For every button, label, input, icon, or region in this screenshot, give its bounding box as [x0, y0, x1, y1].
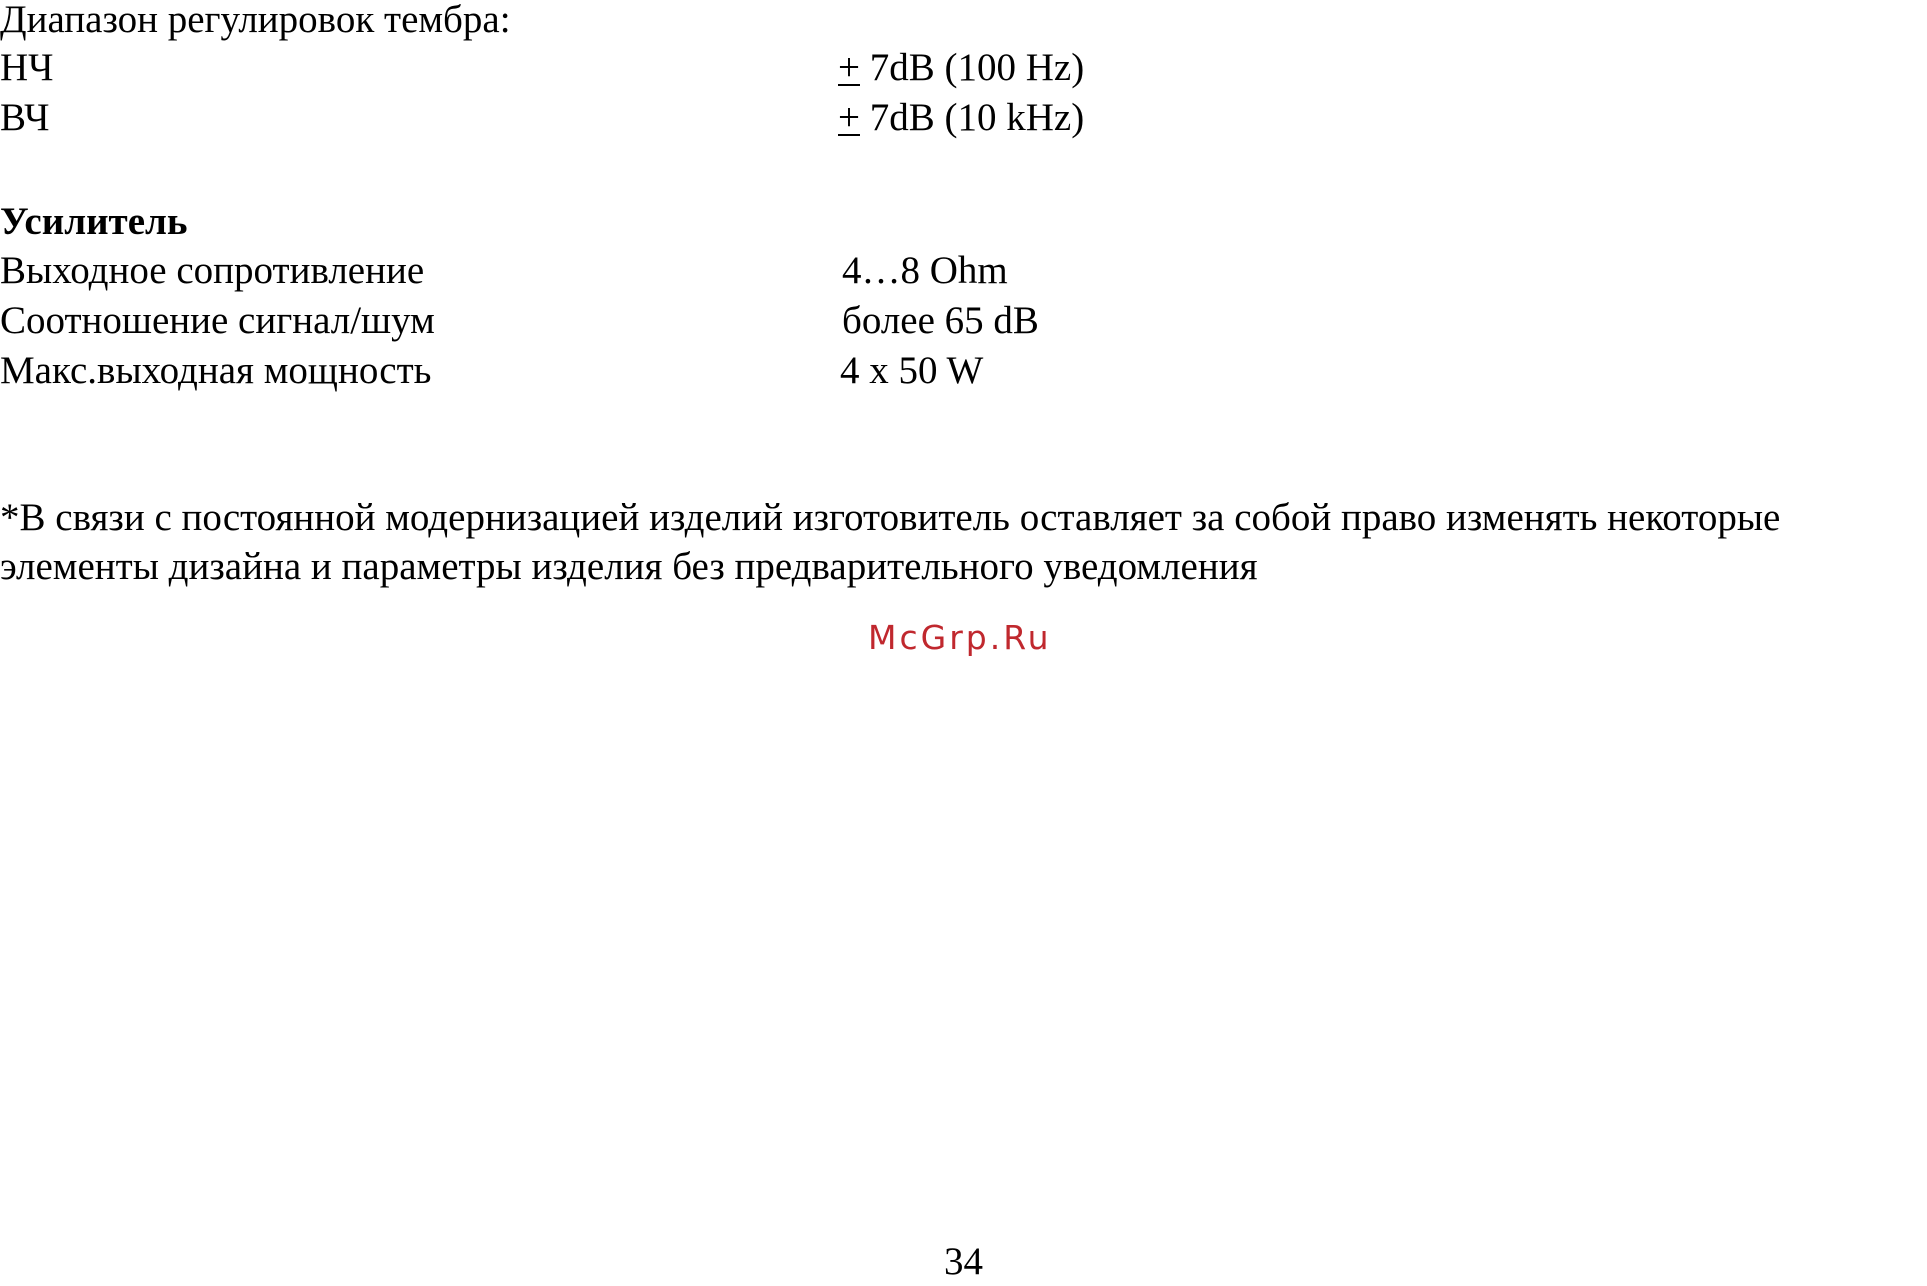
- spec-value-max-power: 4 x 50 W: [840, 349, 984, 392]
- spec-value-treble: [838, 94, 1084, 142]
- spec-label-output-impedance: Выходное сопротивление: [0, 249, 425, 292]
- plus-minus-sign: +: [838, 46, 860, 89]
- spec-value-text: 7dB (10 kHz): [860, 96, 1085, 139]
- spec-label-bass: НЧ: [0, 46, 54, 89]
- page-number: 34: [944, 1240, 983, 1283]
- spec-value-text: 7dB (100 Hz): [860, 46, 1085, 89]
- spec-value-output-impedance: 4…8 Ohm: [842, 249, 1008, 292]
- spec-value-snr: более 65 dB: [842, 299, 1039, 342]
- plus-minus-sign: +: [838, 96, 860, 139]
- spec-label-treble: ВЧ: [0, 96, 50, 139]
- watermark: McGrp.Ru: [868, 618, 1052, 657]
- spec-label-snr: Соотношение сигнал/шум: [0, 299, 435, 342]
- note-line-2: элементы дизайна и параметры изделия без предварительного уведомления: [0, 545, 1258, 588]
- amplifier-heading: Усилитель: [0, 200, 188, 243]
- spec-label-max-power: Макс.выходная мощность: [0, 349, 432, 392]
- tone-range-heading: Диапазон регулировок тембра:: [0, 0, 511, 41]
- spec-value-bass: [838, 44, 1084, 92]
- note-line-1: *В связи с постоянной модернизацией изделий изготовитель оставляет за собой право изменять некоторые: [0, 496, 1781, 539]
